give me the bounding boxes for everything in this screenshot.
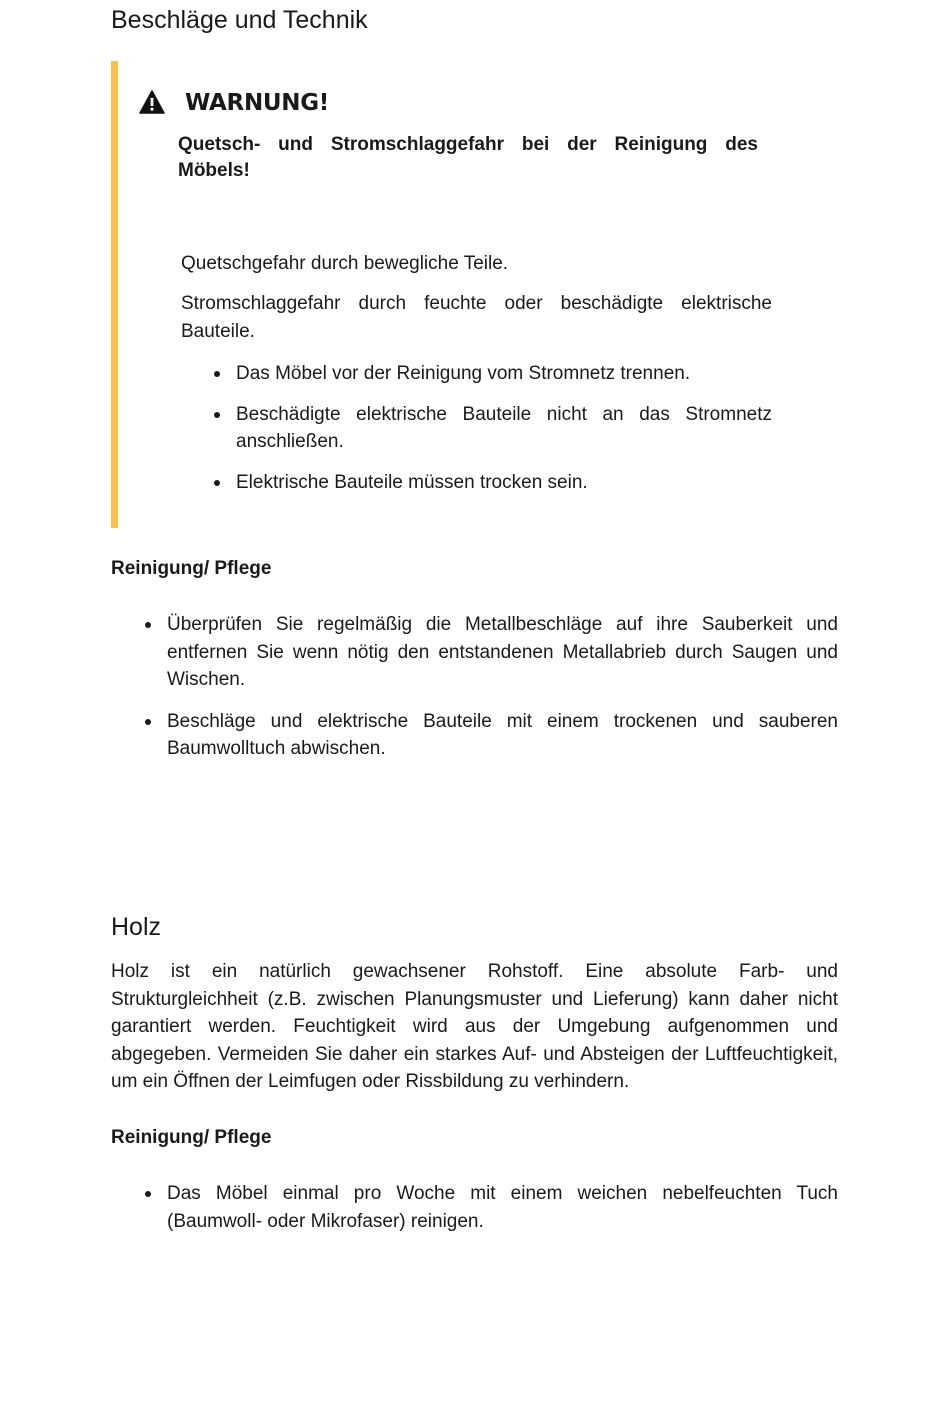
list-item: Beschläge und elektrische Bauteile mit einem trockenen und sauberen Baumwolltuch abwischen. <box>167 708 838 763</box>
warning-paragraph-electric: Stromschlaggefahr durch feuchte oder beschädigte elektrische Bauteile. <box>181 293 772 342</box>
list-item: Das Möbel einmal pro Woche mit einem weichen nebelfeuchten Tuch (Baumwoll- oder Mikrofaser) reinigen. <box>167 1180 838 1235</box>
list-item: Das Möbel vor der Reinigung vom Stromnetz trennen. <box>236 360 772 388</box>
list-item: Elektrische Bauteile müssen trocken sein. <box>236 469 772 497</box>
list-item: Beschädigte elektrische Bauteile nicht an das Stromnetz anschließen. <box>236 401 772 456</box>
warning-instruction-list <box>236 360 772 496</box>
bullet-icon <box>214 412 220 418</box>
warning-triangle-icon <box>139 90 165 114</box>
bullet-icon <box>145 1191 151 1197</box>
care-list-technik <box>167 611 838 763</box>
bullet-icon <box>214 371 220 377</box>
holz-paragraph: Holz ist ein natürlich gewachsener Rohstoff. Eine absolute Farb- und Strukturgleichheit (z.B. zwischen Planungsmuster und Lieferung) kann daher nicht garantiert werden. Feuchtigkeit wird aus der Umgebung aufgenommen und abgegeben. Vermeiden Sie daher ein starkes Auf- und Absteigen der Luftfeuchtigkeit, um ein Öffnen der Leimfugen oder Rissbildung zu verhindern. <box>111 961 838 1092</box>
bullet-icon <box>214 480 220 486</box>
list-item: Überprüfen Sie regelmäßig die Metallbeschläge auf ihre Sauberkeit und entfernen Sie wenn nötig den entstandenen Metallabrieb durch Saugen und Wischen. <box>167 611 838 694</box>
warning-title: WARNUNG! <box>185 90 329 116</box>
section-title-holz: Holz <box>111 913 162 941</box>
care-heading-technik: Reinigung/ Pflege <box>111 558 272 579</box>
bullet-icon <box>145 719 151 725</box>
warning-accent-bar <box>111 61 118 528</box>
section-title-technik: Beschläge und Technik <box>111 6 368 34</box>
care-list-holz <box>167 1180 838 1235</box>
bullet-icon <box>145 622 151 628</box>
warning-subtitle: Quetsch- und Stromschlaggefahr bei der Reinigung des Möbels! <box>178 134 758 181</box>
care-heading-holz: Reinigung/ Pflege <box>111 1127 272 1148</box>
warning-paragraph-crush: Quetschgefahr durch bewegliche Teile. <box>181 253 509 274</box>
